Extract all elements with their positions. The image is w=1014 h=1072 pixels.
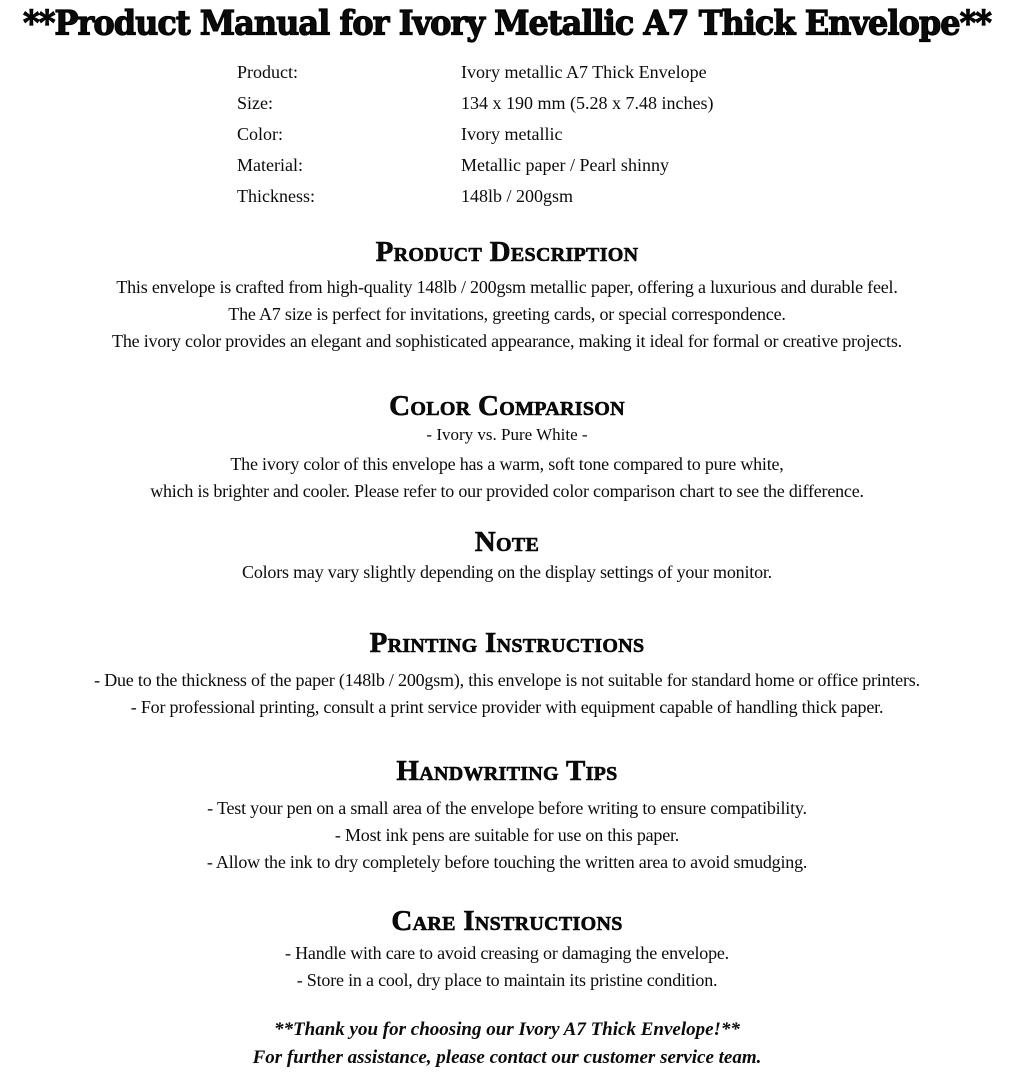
section-heading: Printing Instructions [369, 627, 645, 659]
section-color-comparison [0, 391, 1014, 505]
section-handwriting-tips [0, 756, 1014, 876]
section-note [0, 527, 1014, 586]
section-heading: Color Comparison [389, 390, 625, 422]
section-body [0, 451, 1014, 505]
body-line: The A7 size is perfect for invitations, greeting cards, or special correspondence. [228, 304, 786, 324]
footer-assistance-line: For further assistance, please contact our customer service team. [252, 1047, 762, 1068]
body-line: - Store in a cool, dry place to maintain its pristine condition. [296, 970, 718, 990]
spec-label: Color: [237, 124, 284, 144]
page-title: **Product Manual for Ivory Metallic A7 Thick Envelope** [22, 3, 992, 43]
section-body [0, 559, 1014, 586]
section-heading: Handwriting Tips [396, 755, 618, 787]
section-product-description [0, 237, 1014, 355]
body-line: This envelope is crafted from high-quality 148lb / 200gsm metallic paper, offering a luxurious and durable feel. [116, 277, 898, 297]
body-line: Colors may vary slightly depending on the display settings of your monitor. [242, 562, 772, 582]
footer-thank-you-line: **Thank you for choosing our Ivory A7 Thick Envelope!** [274, 1019, 740, 1040]
spec-label: Thickness: [237, 186, 315, 206]
section-body [0, 667, 1014, 721]
spec-row-size [237, 88, 1014, 119]
body-line: - For professional printing, consult a print service provider with equipment capable of handling thick paper. [130, 697, 884, 717]
body-line: - Test your pen on a small area of the envelope before writing to ensure compatibility. [207, 798, 807, 818]
body-line: which is brighter and cooler. Please refer to our provided color comparison chart to see the difference. [150, 481, 864, 501]
spec-table [237, 57, 1014, 212]
body-line: - Most ink pens are suitable for use on this paper. [334, 825, 680, 845]
section-subheading: - Ivory vs. Pure White - [426, 425, 588, 444]
body-line: - Allow the ink to dry completely before touching the written area to avoid smudging. [206, 852, 808, 872]
spec-row-material [237, 150, 1014, 181]
spec-label: Size: [237, 93, 273, 113]
section-printing-instructions [0, 628, 1014, 721]
section-care-instructions [0, 906, 1014, 994]
spec-value: 134 x 190 mm (5.28 x 7.48 inches) [461, 93, 714, 113]
section-body [0, 940, 1014, 994]
section-heading: Note [474, 526, 540, 558]
spec-row-color [237, 119, 1014, 150]
section-heading: Product Description [375, 236, 639, 268]
section-body [0, 795, 1014, 876]
spec-label: Material: [237, 155, 303, 175]
spec-value: Ivory metallic A7 Thick Envelope [461, 62, 707, 82]
spec-row-thickness [237, 181, 1014, 212]
body-line: The ivory color provides an elegant and sophisticated appearance, making it ideal for formal or creative projects. [112, 331, 902, 351]
section-body [0, 274, 1014, 355]
body-line: The ivory color of this envelope has a warm, soft tone compared to pure white, [230, 454, 784, 474]
spec-row-product [237, 57, 1014, 88]
body-line: - Due to the thickness of the paper (148lb / 200gsm), this envelope is not suitable for standard home or office printers. [94, 670, 920, 690]
section-heading: Care Instructions [391, 905, 623, 937]
spec-value: 148lb / 200gsm [461, 186, 574, 206]
body-line: - Handle with care to avoid creasing or damaging the envelope. [285, 943, 729, 963]
spec-value: Metallic paper / Pearl shinny [461, 155, 669, 175]
spec-value: Ivory metallic [461, 124, 563, 144]
spec-label: Product: [237, 62, 298, 82]
